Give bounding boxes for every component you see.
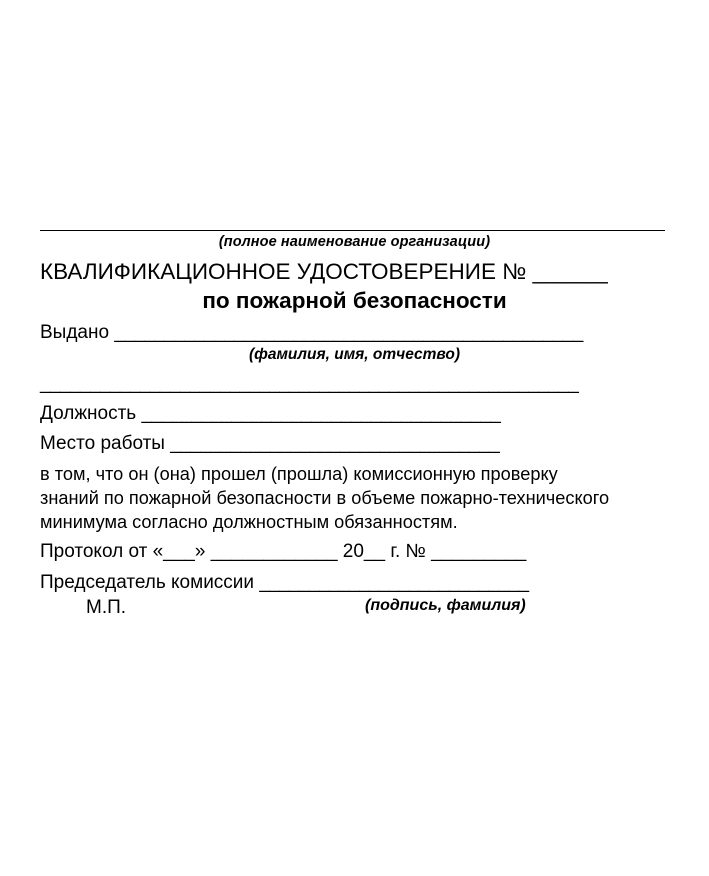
issued-row: [40, 320, 669, 345]
organization-name-rule: [40, 230, 665, 231]
document-subtitle: по пожарной безопасности: [202, 288, 507, 314]
document-title: КВАЛИФИКАЦИОННОЕ УДОСТОВЕРЕНИЕ № ______: [40, 259, 608, 285]
stamp-signature-row: [40, 597, 669, 623]
issued-label: Выдано: [40, 322, 115, 344]
protocol-row: Протокол от «___» ____________ 20__ г. № _________: [40, 541, 527, 563]
body-line-2: знаний по пожарной безопасности в объеме пожарно-технического: [40, 488, 610, 509]
workplace-row: [40, 431, 669, 456]
stamp-place-label: М.П.: [86, 596, 127, 618]
separator-row: [40, 371, 669, 396]
issued-blank: _______________________________________________: [114, 322, 583, 344]
certificate-document: [40, 230, 669, 623]
chairman-label: Председатель комиссии: [40, 571, 260, 593]
position-row: [40, 401, 669, 426]
separator-line: ______________________________________________________: [40, 372, 579, 394]
body-line-1: в том, что он (она) прошел (прошла) комиссионную проверку: [40, 463, 558, 484]
chairman-row: [40, 570, 669, 595]
workplace-label: Место работы: [40, 432, 171, 454]
fio-caption: (фамилия, имя, отчество): [248, 346, 461, 364]
body-text: [40, 462, 669, 535]
chairman-blank: ___________________________: [259, 571, 529, 593]
signature-caption: (подпись, фамилия): [365, 596, 526, 614]
workplace-blank: _________________________________: [170, 432, 500, 454]
organization-name-caption: (полное наименование организации): [218, 234, 491, 250]
body-line-3: минимума согласно должностным обязанностям.: [40, 512, 458, 533]
position-blank: ____________________________________: [141, 402, 501, 424]
position-label: Должность: [40, 402, 142, 424]
